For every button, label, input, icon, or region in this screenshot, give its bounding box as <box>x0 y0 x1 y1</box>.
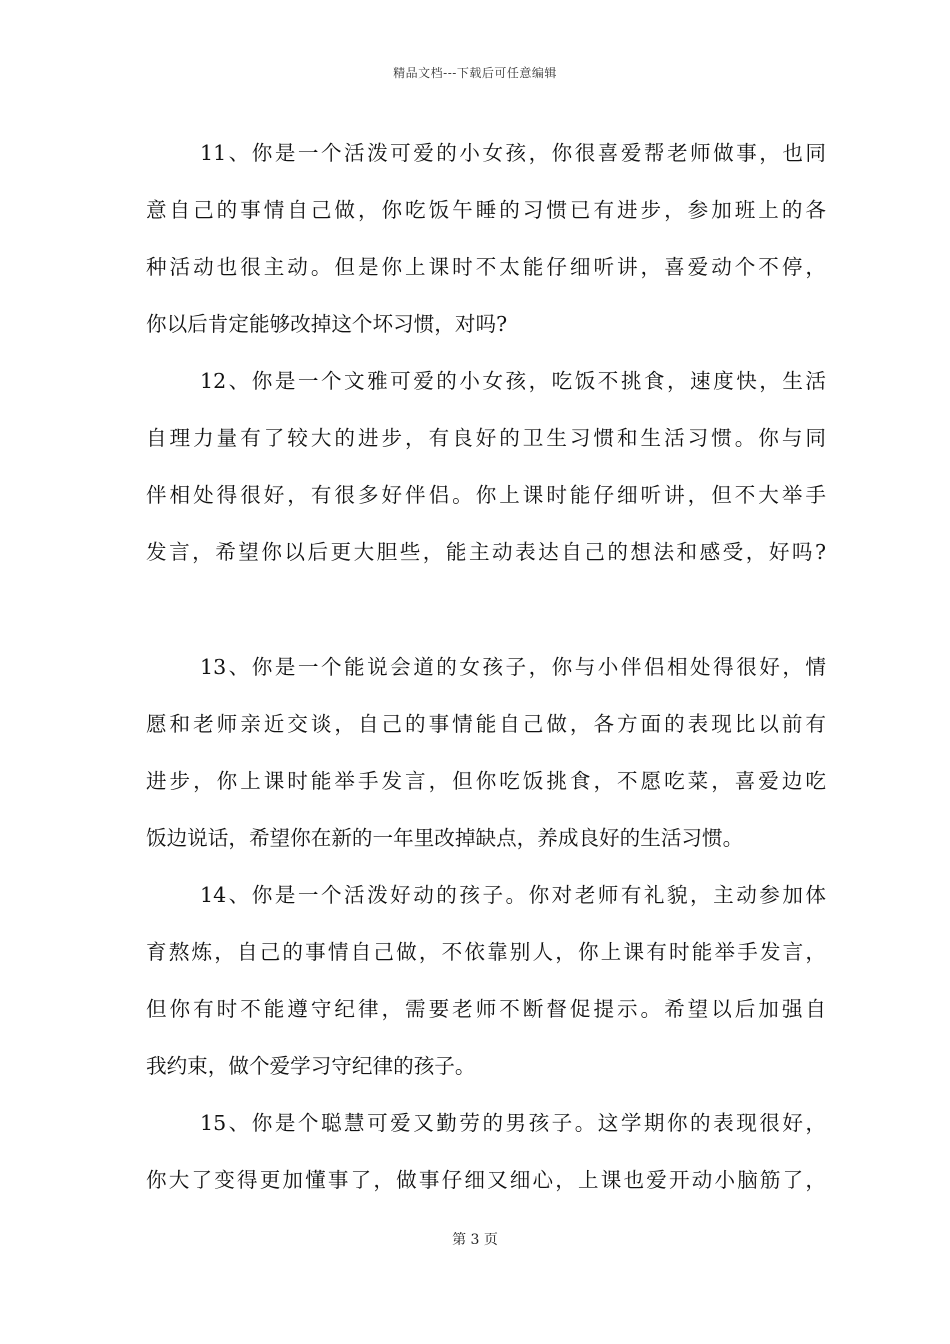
paragraph-11-line-2: 意自己的事情自己做，你吃饭午睡的习惯已有进步，参加班上的各 <box>146 198 826 222</box>
paragraph-14-line-2: 育熬炼，自己的事情自己做，不依靠别人，你上课有时能举手发言， <box>146 940 826 964</box>
paragraph-14-line-1: 14、你是一个活泼好动的孩子。你对老师有礼貌，主动参加体 <box>200 883 826 907</box>
paragraph-14-line-4: 我约束，做个爱学习守纪律的孩子。 <box>146 1054 476 1078</box>
paragraph-12-line-1: 12、你是一个文雅可爱的小女孩，吃饭不挑食，速度快，生活 <box>200 369 826 393</box>
paragraph-15-line-1: 15、你是个聪慧可爱又勤劳的男孩子。这学期你的表现很好， <box>200 1111 826 1135</box>
paragraph-12-line-2: 自理力量有了较大的进步，有良好的卫生习惯和生活习惯。你与同 <box>146 426 826 450</box>
paragraph-13-line-1: 13、你是一个能说会道的女孩子，你与小伴侣相处得很好，情 <box>200 655 826 679</box>
paragraph-12-line-3: 伴相处得很好，有很多好伴侣。你上课时能仔细听讲，但不大举手 <box>146 483 826 507</box>
paragraph-13-line-3: 进步，你上课时能举手发言，但你吃饭挑食，不愿吃菜，喜爱边吃 <box>146 769 826 793</box>
paragraph-11-line-3: 种活动也很主动。但是你上课时不太能仔细听讲，喜爱动个不停， <box>146 255 826 279</box>
page-number: 第 3 页 <box>452 1232 498 1248</box>
paragraph-11-line-1: 11、你是一个活泼可爱的小女孩，你很喜爱帮老师做事，也同 <box>200 141 826 165</box>
paragraph-14-line-3: 但你有时不能遵守纪律，需要老师不断督促提示。希望以后加强自 <box>146 997 826 1021</box>
paragraph-11-line-4: 你以后肯定能够改掉这个坏习惯，对吗? <box>146 312 508 336</box>
paragraph-12-line-4: 发言，希望你以后更大胆些，能主动表达自己的想法和感受，好吗? <box>146 540 826 564</box>
page-header: 精品文档---下载后可任意编辑 <box>393 66 557 80</box>
paragraph-13-line-2: 愿和老师亲近交谈，自己的事情能自己做，各方面的表现比以前有 <box>146 712 826 736</box>
paragraph-15-line-2: 你大了变得更加懂事了，做事仔细又细心，上课也爱开动小脑筋了， <box>146 1168 826 1192</box>
paragraph-13-line-4: 饭边说话，希望你在新的一年里改掉缺点，养成良好的生活习惯。 <box>146 826 744 850</box>
